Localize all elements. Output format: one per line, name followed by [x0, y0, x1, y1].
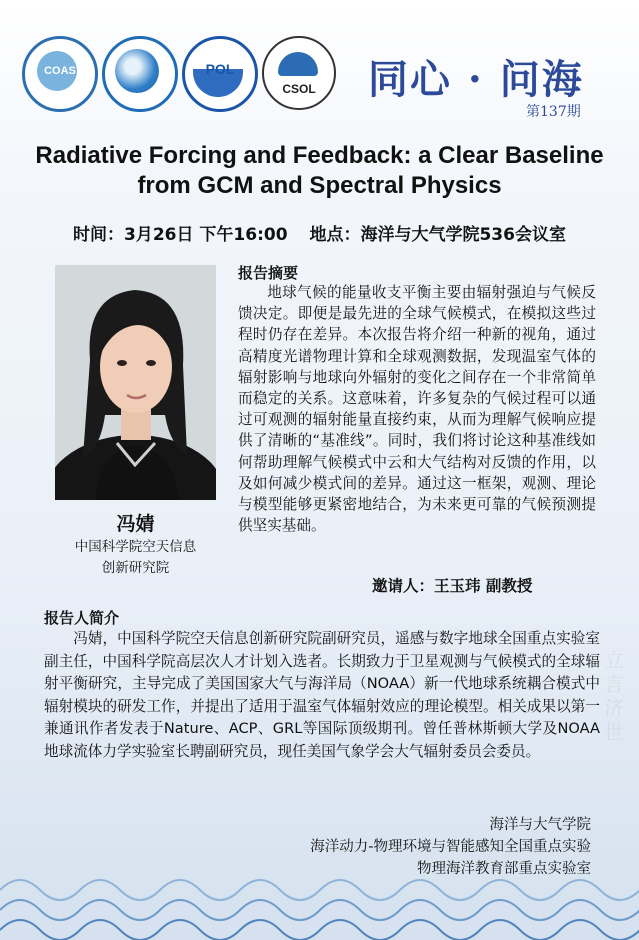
talk-title-line-2: from GCM and Spectral Physics	[137, 172, 502, 199]
csol-logo: CSOL	[262, 36, 336, 110]
speaker-affiliation-line-2: 创新研究院	[101, 560, 170, 576]
bio-text: 冯婧，中国科学院空天信息创新研究院副研究员，遥感与数字地球全国重点实验室副主任，中国科学院高层次人才计划入选者。长期致力于卫星观测与气候模式的全球辐射平衡研究，主导完成了美国国家大气与海洋局（NOAA）新一代地球系统耦合模式中辐射模块的研发工作，并提出了适用于温室气体辐射效应的理论模型。相关成果以第一兼通讯作者发表于Nature、ACP、GRL等国际顶级期刊。曾任普林斯顿大学及NOAA地球流体力学实验室长聘副研究员，现任美国气象学会大气辐射委员会委员。	[44, 630, 600, 760]
abstract-text: 地球气候的能量收支平衡主要由辐射强迫与气候反馈决定。即便是最先进的全球气候模式，在模拟这些过程时仍存在差异。本次报告将介绍一种新的视角，通过高精度光谱物理计算和全球观测数据，发现温室气体的辐射影响与地球向外辐射的变化之间存在一个非常简单而稳定的关系。这意味着，许多复杂的气候过程可以通过可观测的辐射能量直接约束，从而为理解气候响应提供了清晰的“基准线”。同时，我们将讨论这种基准线如何帮助理解气候模式中云和大气结构对反馈的作用，以及如何减少模式间的差异。通过这一框架，观测、理论与模型能够更紧密地结合，为未来更可靠的气候预测提供坚实基础。	[238, 284, 596, 535]
host-1: 海洋与大气学院	[489, 817, 591, 833]
abstract-heading: 报告摘要	[238, 264, 299, 282]
talk-time: 时间：3月26日 下午16:00	[73, 225, 288, 245]
decorative-calligraphy: 立 言 济 世	[604, 648, 624, 744]
pol-logo: POL	[182, 36, 258, 112]
talk-title	[0, 141, 639, 201]
host-3: 物理海洋教育部重点实验室	[417, 861, 591, 877]
globe-logo	[102, 36, 178, 112]
bio-heading: 报告人简介	[44, 609, 120, 627]
issue-number: 第137期	[526, 104, 581, 120]
talk-place: 地点：海洋与大气学院536会议室	[309, 225, 566, 245]
logo-row	[22, 36, 322, 116]
talk-title-line-1: Radiative Forcing and Feedback: a Clear Baseline	[35, 142, 604, 169]
brand-title: 同心 · 问海	[368, 56, 584, 103]
time-place	[0, 220, 639, 245]
speaker-photo	[55, 265, 216, 500]
coas-logo: COAS	[22, 36, 98, 112]
wave-decoration	[0, 860, 639, 940]
host-2: 海洋动力-物理环境与智能感知全国重点实验	[310, 839, 591, 855]
inviter: 邀请人：王玉玮 副教授	[372, 577, 533, 595]
speaker-affiliation-line-1: 中国科学院空天信息	[74, 539, 197, 555]
speaker-affiliation	[50, 537, 221, 579]
speaker-name: 冯婧	[116, 513, 155, 535]
